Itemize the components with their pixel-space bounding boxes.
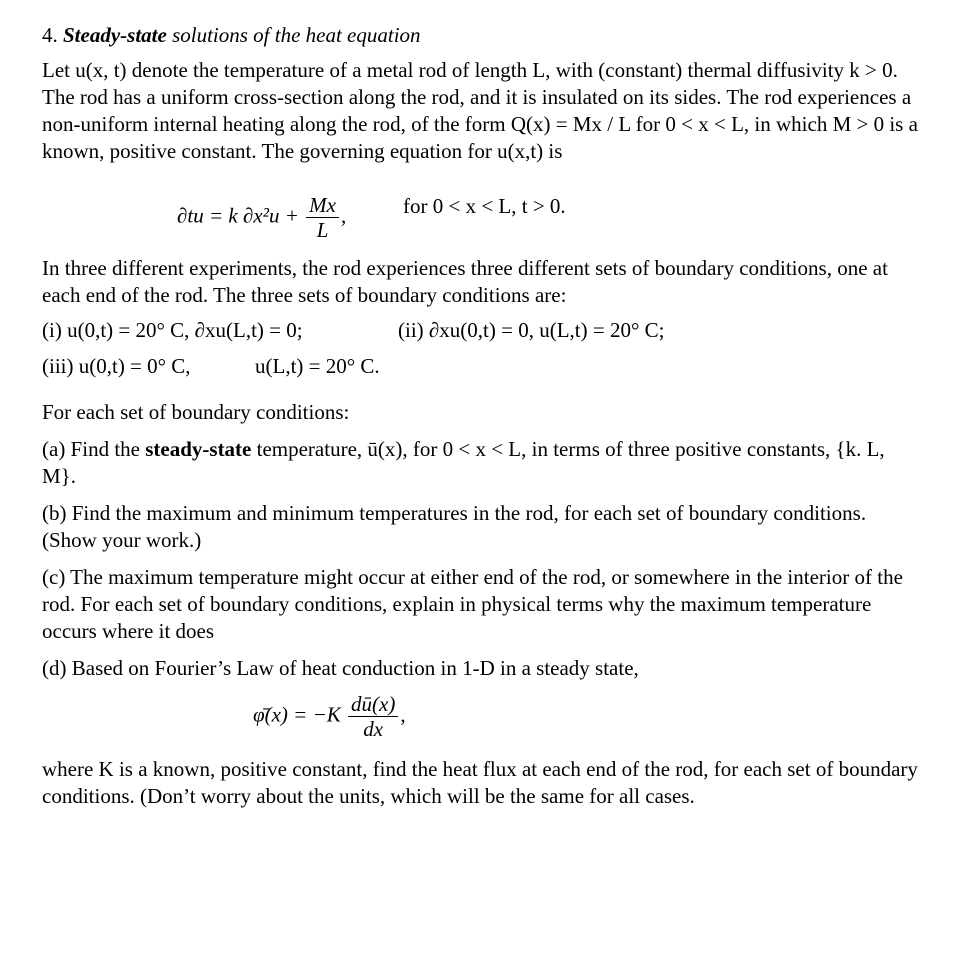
question-b: (b) Find the maximum and minimum temperatures in the rod, for each set of boundary conditions. (Show your work.) — [42, 501, 867, 552]
derivative-fraction — [348, 692, 398, 741]
heat-equation-domain: for 0 < x < L, t > 0. — [403, 194, 566, 218]
fraction-denominator: L — [316, 218, 329, 242]
problem-number: 4. — [42, 23, 58, 47]
bc-set-iii-left: (iii) u(0,t) = 0° C, — [42, 354, 191, 378]
closing-paragraph: where K is a known, positive constant, find the heat flux at each end of the rod, for each set of boundary conditions. (Don’t worry about the units, which will be the same for all cases. — [42, 757, 918, 808]
question-d: (d) Based on Fourier’s Law of heat conduction in 1-D in a steady state, — [42, 656, 639, 680]
bc-intro-paragraph: In three different experiments, the rod experiences three different sets of boundary conditions, one at each end of the rod. The three sets of boundary conditions are: — [42, 256, 888, 307]
bc-row-1 — [42, 317, 922, 353]
heat-equation — [42, 177, 922, 242]
bc-set-iii-right: u(L,t) = 20° C. — [255, 354, 380, 378]
fraction-numerator: Mx — [306, 193, 339, 218]
heading-bold-term: Steady-state — [63, 23, 167, 47]
document-body — [42, 22, 922, 810]
bc-row-2 — [42, 353, 922, 389]
problem-heading — [42, 22, 922, 49]
fourier-law-expression: φ̄(x) = −K $\frac{dū(x)}{dx}$ , — [253, 692, 406, 741]
heat-source-fraction — [306, 193, 339, 242]
question-c: (c) The maximum temperature might occur at either end of the rod, or somewhere in the interior of the rod. For each set of boundary conditions, explain in physical terms why the maximum temperature occurs where it does — [42, 565, 903, 643]
fourier-law-equation — [42, 684, 922, 746]
for-each-line: For each set of boundary conditions: — [42, 400, 350, 424]
heading-rest: solutions of the heat equation — [172, 23, 421, 47]
steady-state-term: steady-state — [145, 437, 252, 461]
derivative-numerator: dū(x) — [348, 692, 398, 717]
bc-set-i: (i) u(0,t) = 20° C, ∂xu(L,t) = 0; — [42, 318, 303, 342]
intro-paragraph: Let u(x, t) denote the temperature of a metal rod of length L, with (constant) thermal diffusivity k > 0. The rod has a uniform cross-section along the rod, and it is insulated on its sides. The rod experiences a non-uniform internal heating along the rod, of the form Q(x) = Mx / L for 0 < x < L, in which M > 0 is a known, positive constant. The governing equation for u(x,t) is — [42, 58, 918, 163]
derivative-denominator: dx — [363, 717, 384, 741]
question-a: (a) Find the steady-state temperature, ū(x), for 0 < x < L, in terms of three positive constants, {k. L, M}. — [42, 437, 885, 488]
heat-equation-lhs: ∂tu = k ∂x²u + $\frac{Mx}{L}$ , — [177, 193, 347, 242]
bc-set-ii: (ii) ∂xu(0,t) = 0, u(L,t) = 20° C; — [398, 318, 665, 342]
